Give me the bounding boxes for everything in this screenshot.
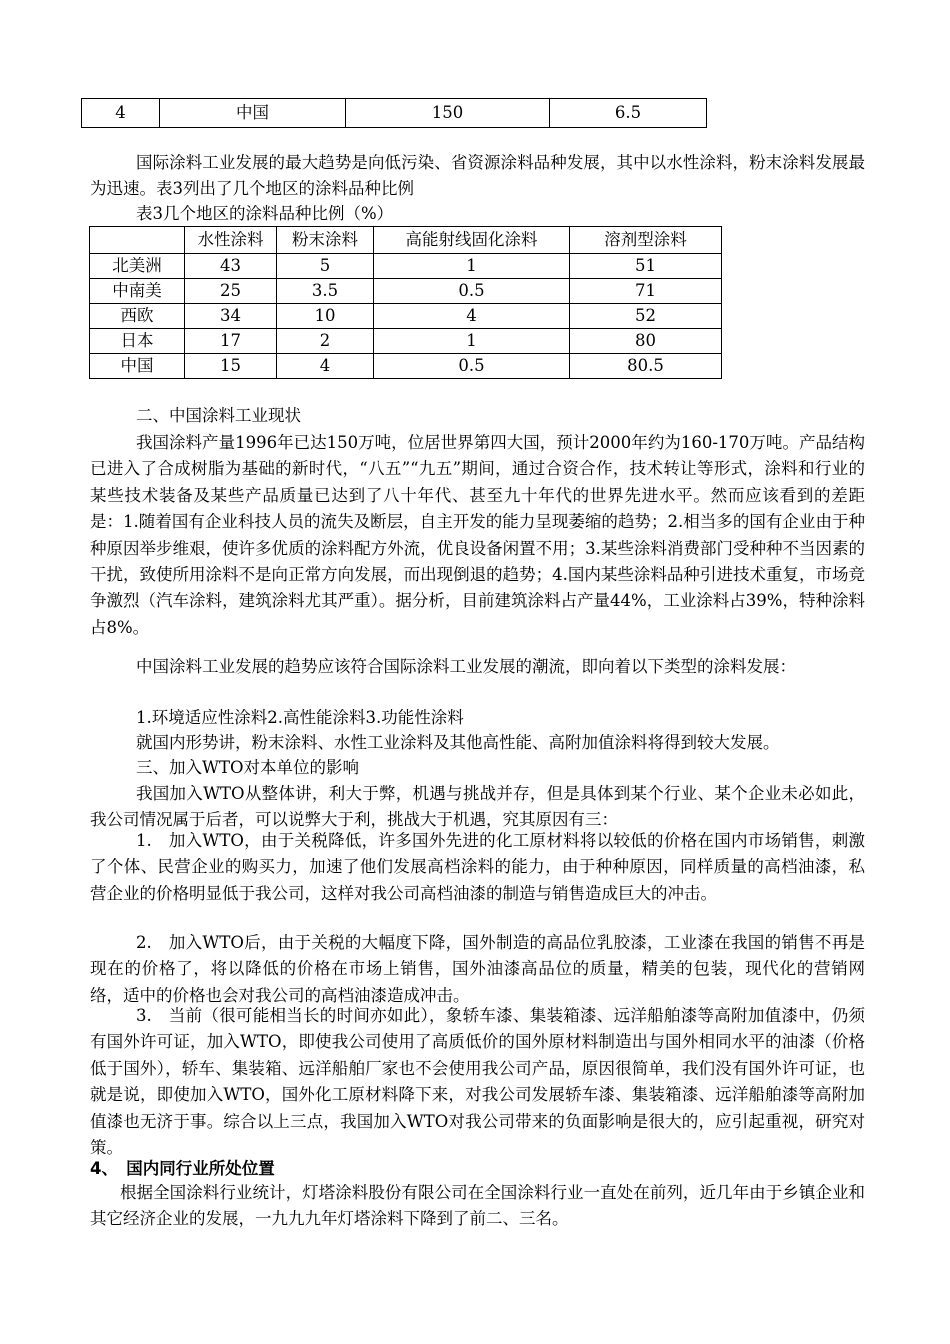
coating-ratio-table <box>89 226 722 379</box>
table-row <box>90 304 722 329</box>
coating-type-list: 1.环境适应性涂料2.高性能涂料3.功能性涂料 <box>136 708 464 727</box>
table-header-row <box>90 227 722 254</box>
table-caption: 表3几个地区的涂料品种比例（%） <box>136 204 394 223</box>
table-header-cell: 粉末涂料 <box>277 227 374 254</box>
table-header-cell: 高能射线固化涂料 <box>374 227 570 254</box>
table-cell: 150 <box>346 99 550 128</box>
table-row <box>82 99 707 128</box>
table-row <box>90 354 722 379</box>
table-cell: 80.5 <box>570 354 722 379</box>
paragraph-intl-trend: 国际涂料工业发展的最大趋势是向低污染、省资源涂料品种发展，其中以水性涂料，粉末涂料发展最为迅速。表3列出了几个地区的涂料品种比例 <box>90 153 865 199</box>
table-cell: 2 <box>277 329 374 354</box>
table-row <box>90 329 722 354</box>
table-cell: 日本 <box>90 329 185 354</box>
table-cell: 4 <box>277 354 374 379</box>
table-cell: 1 <box>374 254 570 279</box>
table-cell: 15 <box>185 354 277 379</box>
paragraph-china-status: 我国涂料产量1996年已达150万吨，位居世界第四大国，预计2000年约为160-170万吨。产品结构已进入了合成树脂为基础的新时代，“八五”“九五”期间，通过合资合作，技术转让等形式，涂料和行业的某些技术装备及某些产品质量已达到了八十年代、甚至九十年代的世界先进水平。然而应该看到的差距是：1.随着国有企业科技人员的流失及断层，自主开发的能力呈现萎缩的趋势；2.相当多的国有企业由于种种原因举步维艰，使许多优质的涂料配方外流，优良设备闲置不用；3.某些涂料消费部门受种种不当因素的干扰，致使所用涂料不是向正常方向发展，而出现倒退的趋势；4.国内某些涂料品种引进技术重复，市场竞争激烈（汽车涂料，建筑涂料尤其严重）。据分析，目前建筑涂料占产量44%，工业涂料占39%，特种涂料占8%。 <box>90 433 865 637</box>
table-cell: 34 <box>185 304 277 329</box>
table-row <box>90 254 722 279</box>
table-cell: 0.5 <box>374 279 570 304</box>
table-cell: 25 <box>185 279 277 304</box>
table-cell: 51 <box>570 254 722 279</box>
wto-impact-item-2: 2. 加入WTO后，由于关税的大幅度下降，国外制造的高品位乳胶漆，工业漆在我国的销售不再是现在的价格了，将以降低的价格在市场上销售，国外油漆高品位的质量，精美的包装，现代化的营销网络，适中的价格也会对我公司的高档油漆造成冲击。 <box>90 933 865 1005</box>
table-header-cell: 水性涂料 <box>185 227 277 254</box>
table-cell: 6.5 <box>550 99 707 128</box>
table-cell: 3.5 <box>277 279 374 304</box>
wto-impact-item-3: 3. 当前（很可能相当长的时间亦如此），象轿车漆、集装箱漆、远洋船舶漆等高附加值漆中，仍须有国外许可证，加入WTO，即使我公司使用了高质低价的国外原材料制造出与国外相同水平的油漆（价格低于国外），轿车、集装箱、远洋船舶厂家也不会使用我公司产品，原因很简单，我们没有国外许可证，也就是说，即使加入WTO，国外化工原材料降下来，对我公司发展轿车漆、集装箱漆、远洋船舶漆等高附加值漆也无济于事。综合以上三点，我国加入WTO对我公司带来的负面影响是很大的，应引起重视，研究对策。 <box>90 1006 865 1158</box>
table-cell: 71 <box>570 279 722 304</box>
table-cell: 中国 <box>160 99 346 128</box>
table-header-cell <box>90 227 185 254</box>
table-cell: 4 <box>374 304 570 329</box>
table-cell: 西欧 <box>90 304 185 329</box>
paragraph-wto-overview: 我国加入WTO从整体讲，利大于弊，机遇与挑战并存，但是具体到某个行业、某个企业未必如此，我公司情况属于后者，可以说弊大于利，挑战大于机遇，究其原因有三： <box>90 784 865 830</box>
section-heading-3: 三、加入WTO对本单位的影响 <box>136 758 359 777</box>
section-heading-2: 二、中国涂料工业现状 <box>136 406 301 425</box>
table-cell: 1 <box>374 329 570 354</box>
table-cell: 17 <box>185 329 277 354</box>
paragraph-industry-position: 根据全国涂料行业统计，灯塔涂料股份有限公司在全国涂料行业一直处在前列，近几年由于乡镇企业和其它经济企业的发展，一九九九年灯塔涂料下降到了前二、三名。 <box>90 1183 865 1229</box>
paragraph-domestic-outlook: 就国内形势讲，粉末涂料、水性工业涂料及其他高性能、高附加值涂料将得到较大发展。 <box>136 733 780 752</box>
table-cell: 4 <box>82 99 160 128</box>
ranking-table-fragment <box>81 98 707 128</box>
table-cell: 80 <box>570 329 722 354</box>
table-header-cell: 溶剂型涂料 <box>570 227 722 254</box>
table-cell: 中国 <box>90 354 185 379</box>
table-cell: 10 <box>277 304 374 329</box>
wto-impact-item-1: 1. 加入WTO，由于关税降低，许多国外先进的化工原材料将以较低的价格在国内市场销售，刺激了个体、民营企业的购买力，加速了他们发展高档涂料的能力，由于种种原因，同样质量的高档油漆，私营企业的价格明显低于我公司，这样对我公司高档油漆的制造与销售造成巨大的冲击。 <box>90 831 865 903</box>
paragraph-china-trend: 中国涂料工业发展的趋势应该符合国际涂料工业发展的潮流，即向着以下类型的涂料发展： <box>136 657 796 676</box>
table-cell: 52 <box>570 304 722 329</box>
section-heading-4: 4、 国内同行业所处位置 <box>90 1159 275 1178</box>
table-cell: 0.5 <box>374 354 570 379</box>
table-cell: 中南美 <box>90 279 185 304</box>
table-cell: 5 <box>277 254 374 279</box>
table-row <box>90 279 722 304</box>
table-cell: 北美洲 <box>90 254 185 279</box>
table-cell: 43 <box>185 254 277 279</box>
